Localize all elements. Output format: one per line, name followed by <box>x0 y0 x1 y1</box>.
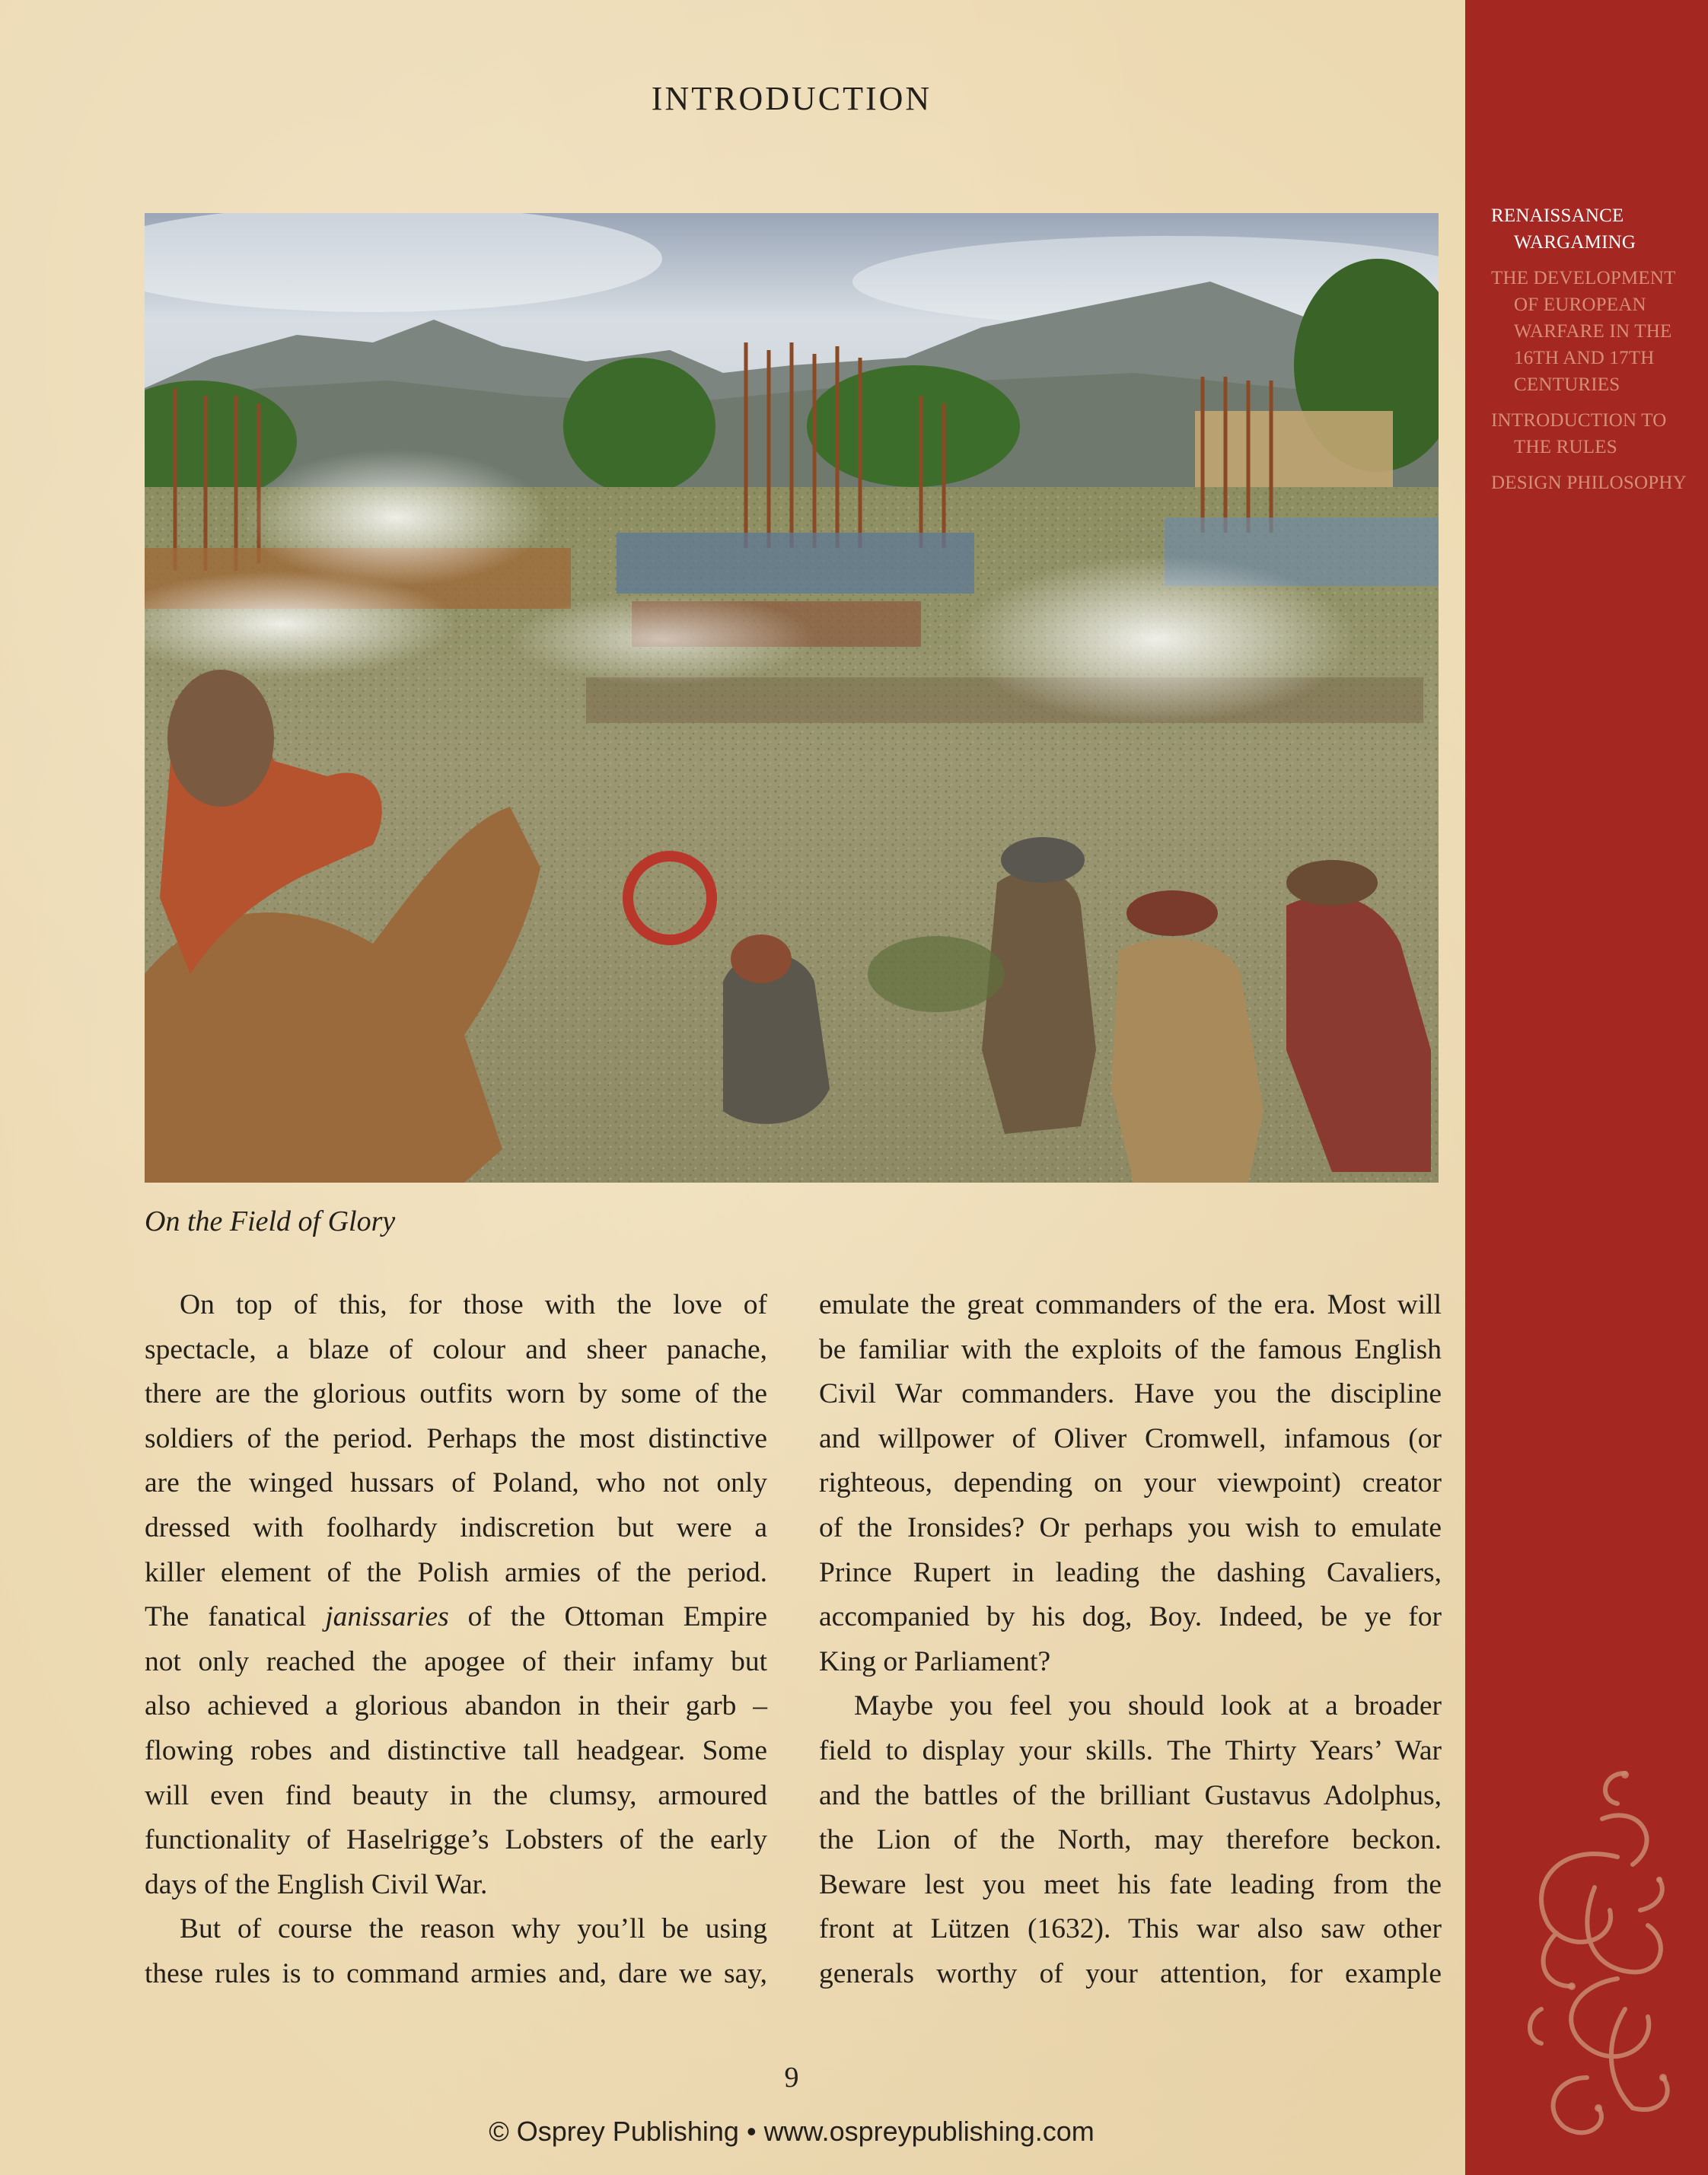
text-line: flowing robes and distinctive tall headgear. Some <box>145 1734 767 1766</box>
outline-item-design-philosophy[interactable]: DESIGN PHILOSOPHY <box>1491 473 1687 493</box>
text-line: soldiers of the period. Perhaps the most distinctive <box>145 1422 767 1454</box>
text-line: of the Ironsides? Or perhaps you wish to emulate <box>819 1511 1442 1543</box>
outline-item-introduction-to-the-rules[interactable]: INTRODUCTION TO THE RULES <box>1491 410 1667 457</box>
outline-item-development-of-european-warfare[interactable]: THE DEVELOPMENT OF EUROPEAN WARFARE IN THE 16TH AND 17TH CENTURIES <box>1491 268 1676 395</box>
text-line: and willpower of Oliver Cromwell, infamous (or <box>819 1422 1442 1454</box>
publisher-name: Osprey Publishing <box>516 2116 739 2147</box>
italic-term: janissaries <box>325 1601 449 1633</box>
text-line: and the battles of the brilliant Gustavus Adolphus, <box>819 1779 1442 1811</box>
publisher-website-link[interactable]: www.ospreypublishing.com <box>763 2116 1095 2147</box>
text-line: these rules is to command armies and, dare we say, <box>145 1957 767 1989</box>
text-line: functionality of Haselrigge’s Lobsters of the early <box>145 1824 767 1856</box>
text-line: front at Lützen (1632). This war also saw other <box>819 1913 1442 1945</box>
text-fragment: of the Ottoman Empire <box>448 1601 767 1633</box>
page-number: 9 <box>784 2062 799 2094</box>
body-column-right <box>819 1283 1442 1997</box>
text-line: King or Parliament? <box>819 1645 1051 1677</box>
text-line: spectacle, a blaze of colour and sheer panache, <box>145 1333 767 1365</box>
text-line: generals worthy of your attention, for example <box>819 1957 1442 1989</box>
text-line: be familiar with the exploits of the famous English <box>819 1333 1442 1365</box>
text-fragment: The fanatical <box>145 1601 326 1633</box>
outline-item-renaissance-wargaming[interactable]: RENAISSANCE WARGAMING <box>1491 205 1636 253</box>
text-line: will even find beauty in the clumsy, armoured <box>145 1779 767 1811</box>
text-line: the Lion of the North, may therefore beckon. <box>819 1824 1442 1856</box>
text-line: Maybe you feel you should look at a broader <box>854 1690 1442 1722</box>
publisher-credit <box>145 2116 1439 2148</box>
text-line: there are the glorious outfits worn by some of the <box>145 1378 767 1410</box>
text-line-with-italic <box>145 1595 767 1640</box>
copyright-symbol: © <box>489 2116 509 2147</box>
text-line: days of the English Civil War. <box>145 1868 488 1900</box>
decorative-flourish-icon <box>1511 1758 1686 2154</box>
text-line: Civil War commanders. Have you the discipline <box>819 1378 1442 1410</box>
battle-photo-illustration <box>145 213 1439 1183</box>
body-column-left <box>145 1283 767 1997</box>
text-line: On top of this, for those with the love of <box>180 1289 767 1320</box>
text-line: dressed with foolhardy indiscretion but were a <box>145 1511 767 1543</box>
text-line: accompanied by his dog, Boy. Indeed, be ye for <box>819 1601 1442 1633</box>
text-line: righteous, depending on your viewpoint) creator <box>819 1467 1442 1499</box>
text-line: Beware lest you meet his fate leading from the <box>819 1868 1442 1900</box>
text-line: field to display your skills. The Thirty Years’ War <box>819 1734 1442 1766</box>
chapter-outline <box>1491 202 1704 505</box>
battle-photo <box>145 213 1439 1183</box>
photo-caption: On the Field of Glory <box>145 1205 396 1237</box>
running-head: INTRODUCTION <box>651 80 932 117</box>
text-line: also achieved a glorious abandon in their garb – <box>145 1690 767 1722</box>
bullet-separator: • <box>746 2116 757 2147</box>
text-line: Prince Rupert in leading the dashing Cavaliers, <box>819 1556 1442 1588</box>
chapter-sidebar <box>1465 0 1708 2175</box>
text-line: are the winged hussars of Poland, who not only <box>145 1467 767 1499</box>
text-line: emulate the great commanders of the era. Most will <box>819 1289 1442 1320</box>
text-line: not only reached the apogee of their infamy but <box>145 1645 767 1677</box>
text-line: killer element of the Polish armies of the period. <box>145 1556 767 1588</box>
text-line: But of course the reason why you’ll be using <box>180 1913 767 1945</box>
